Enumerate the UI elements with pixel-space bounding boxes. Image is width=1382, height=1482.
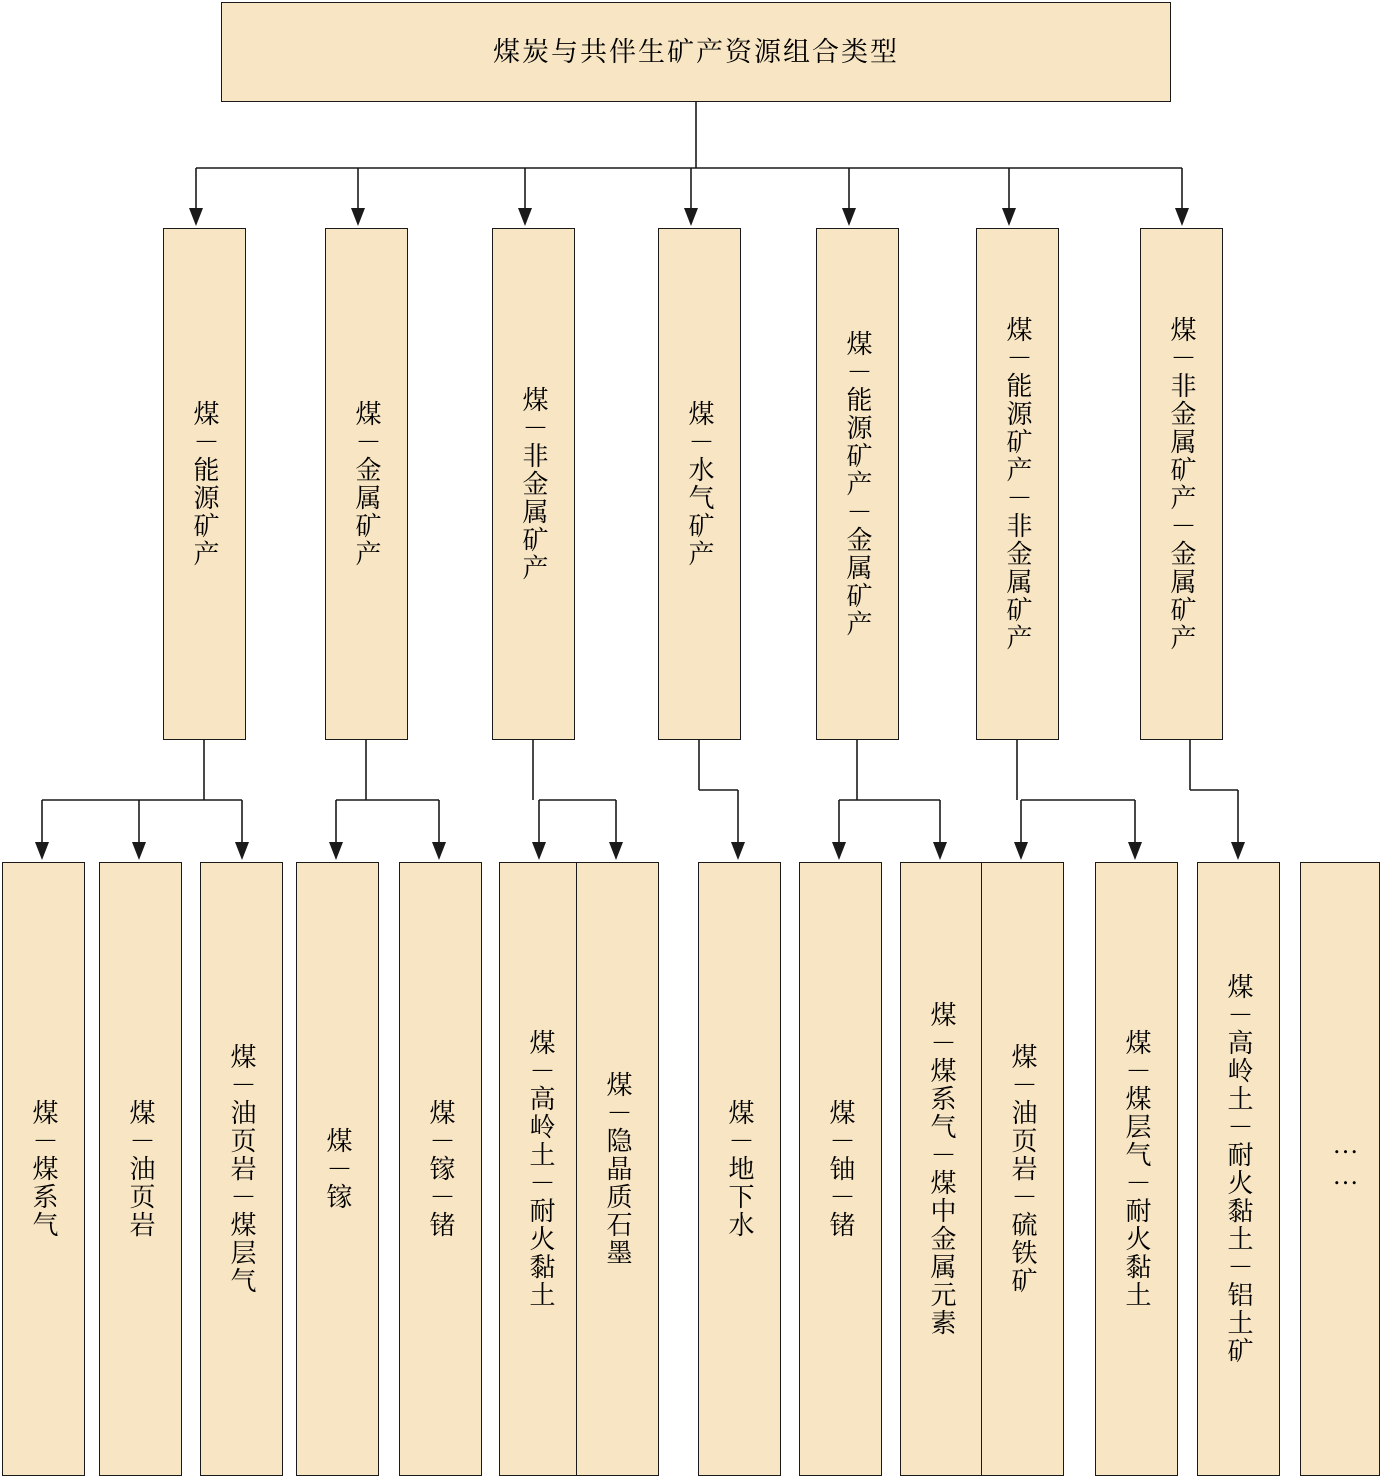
level3-node-label: 煤－煤层气－耐火黏土 [1122,1029,1152,1309]
root-node-label: 煤炭与共伴生矿产资源组合类型 [493,36,899,67]
level3-node-gallium-germanium[interactable] [399,862,482,1476]
root-node[interactable] [221,2,1171,102]
level3-node-label: 煤－油页岩 [126,1099,156,1239]
level2-node-nonmetal-metal[interactable] [1140,228,1223,740]
level3-node-oil-shale[interactable] [99,862,182,1476]
level2-node-label: 煤－非金属矿产－金属矿产 [1167,316,1197,652]
ellipsis-marker: …… [1331,1130,1360,1192]
level2-node-energy-metal[interactable] [816,228,899,740]
level2-node-label: 煤－金属矿产 [352,400,382,568]
level3-node-groundwater[interactable] [698,862,781,1476]
level3-node-label: 煤－镓 [323,1127,353,1211]
level2-node-metal[interactable] [325,228,408,740]
level3-node-label: 煤－高岭土－耐火黏土－铝土矿 [1224,973,1254,1365]
level2-node-label: 煤－能源矿产 [190,400,220,568]
level3-node-oil-shale-cbm[interactable] [200,862,283,1476]
level2-node-label: 煤－能源矿产－非金属矿产 [1003,316,1033,652]
level3-node-cbm-refractory-clay[interactable] [1095,862,1178,1476]
level3-node-label: 煤－油页岩－煤层气 [227,1043,257,1295]
level2-node-label: 煤－能源矿产－金属矿产 [843,330,873,638]
level3-node-label: 煤－隐晶质石墨 [603,1071,633,1267]
level3-node-label: 煤－地下水 [725,1099,755,1239]
level3-node-label: 煤－铀－锗 [826,1099,856,1239]
level3-node-cryptocrystalline-graphite[interactable] [576,862,659,1476]
level2-node-energy-nonmetal[interactable] [976,228,1059,740]
level3-node-label: 煤－高岭土－耐火黏土 [526,1029,556,1309]
level2-node-energy[interactable] [163,228,246,740]
level3-node-gallium[interactable] [296,862,379,1476]
level3-node-label: 煤－油页岩－硫铁矿 [1008,1043,1038,1295]
level2-node-nonmetal[interactable] [492,228,575,740]
level3-node-kaolin-refractory-clay-bauxite[interactable] [1197,862,1280,1476]
level3-node-coal-measure-gas[interactable] [2,862,85,1476]
level2-node-label: 煤－水气矿产 [685,400,715,568]
level2-node-label: 煤－非金属矿产 [519,386,549,582]
level2-node-water-gas[interactable] [658,228,741,740]
level3-node-uranium-germanium[interactable] [799,862,882,1476]
level3-node-label: 煤－镓－锗 [426,1099,456,1239]
level3-node-label: 煤－煤系气－煤中金属元素 [927,1001,957,1337]
level3-node-label: 煤－煤系气 [29,1099,59,1239]
level3-node-oil-shale-pyrite[interactable] [981,862,1064,1476]
level3-node-coal-measure-gas-metal-elements[interactable] [900,862,983,1476]
level3-node-kaolin-refractory-clay[interactable] [499,862,582,1476]
